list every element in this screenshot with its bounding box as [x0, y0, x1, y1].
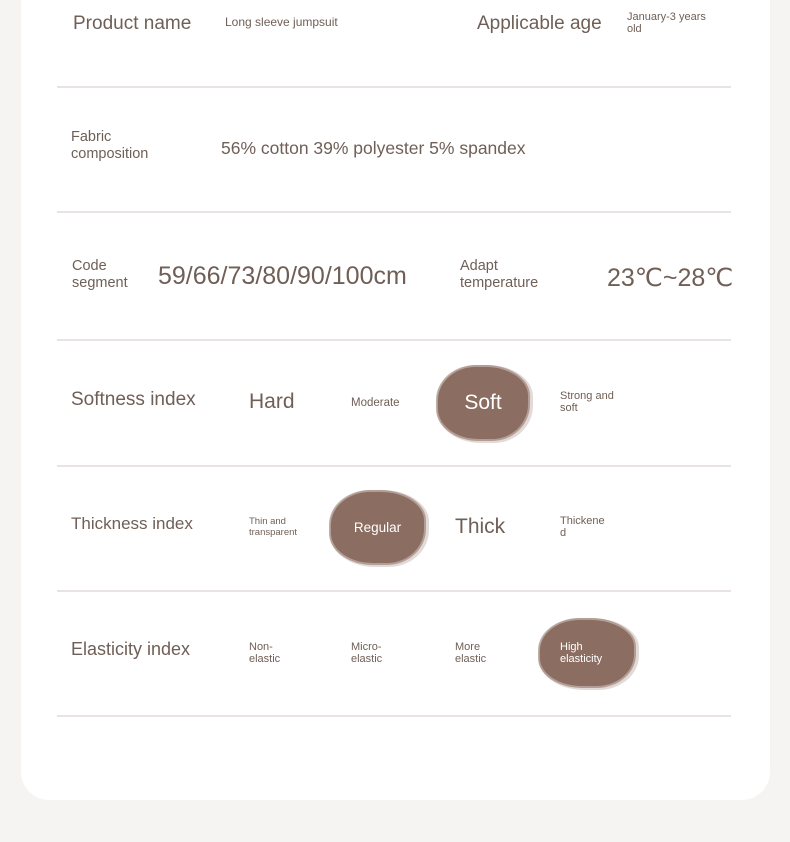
thickness-option-thick: Thick — [455, 515, 506, 538]
softness-option-strong-soft: Strong and soft — [560, 390, 614, 414]
thickness-option-thin: Thin and transparent — [249, 516, 298, 538]
softness-option-soft-selected — [438, 367, 528, 439]
elasticity-option-micro: Micro-elastic — [351, 641, 383, 665]
adapt-temperature-value: 23℃~28℃ — [607, 264, 734, 292]
thickness-selected-text: Regular — [353, 520, 402, 535]
softness-index-label: Softness index — [71, 389, 196, 410]
elasticity-option-non: Non-elastic — [249, 641, 281, 665]
thickness-option-regular-selected — [331, 492, 424, 563]
product-name-value: Long sleeve jumpsuit — [225, 15, 338, 29]
applicable-age-value: January-3 years old — [627, 11, 706, 35]
divider — [57, 339, 731, 341]
thickness-index-label: Thickness index — [71, 514, 193, 533]
code-segment-label: Code segment — [72, 258, 128, 291]
elasticity-option-high-selected — [540, 620, 634, 686]
softness-option-hard: Hard — [249, 390, 295, 413]
divider — [57, 86, 731, 88]
fabric-composition-value: 56% cotton 39% polyester 5% spandex — [221, 138, 526, 158]
divider — [57, 715, 731, 717]
divider — [57, 590, 731, 592]
elasticity-index-label: Elasticity index — [71, 639, 191, 659]
product-name-label: Product name — [73, 13, 192, 34]
code-segment-value: 59/66/73/80/90/100cm — [158, 262, 407, 290]
applicable-age-label: Applicable age — [477, 13, 602, 34]
fabric-composition-label: Fabric composition — [71, 129, 149, 162]
softness-selected-text: Soft — [464, 391, 502, 414]
adapt-temperature-label: Adapt temperature — [460, 258, 539, 291]
elasticity-selected-text: High elasticity — [560, 641, 603, 665]
thickness-option-thickened: Thickene d — [560, 515, 605, 539]
divider — [57, 211, 731, 213]
divider — [57, 465, 731, 467]
elasticity-option-more: More elastic — [455, 641, 487, 665]
softness-option-moderate: Moderate — [351, 397, 400, 409]
